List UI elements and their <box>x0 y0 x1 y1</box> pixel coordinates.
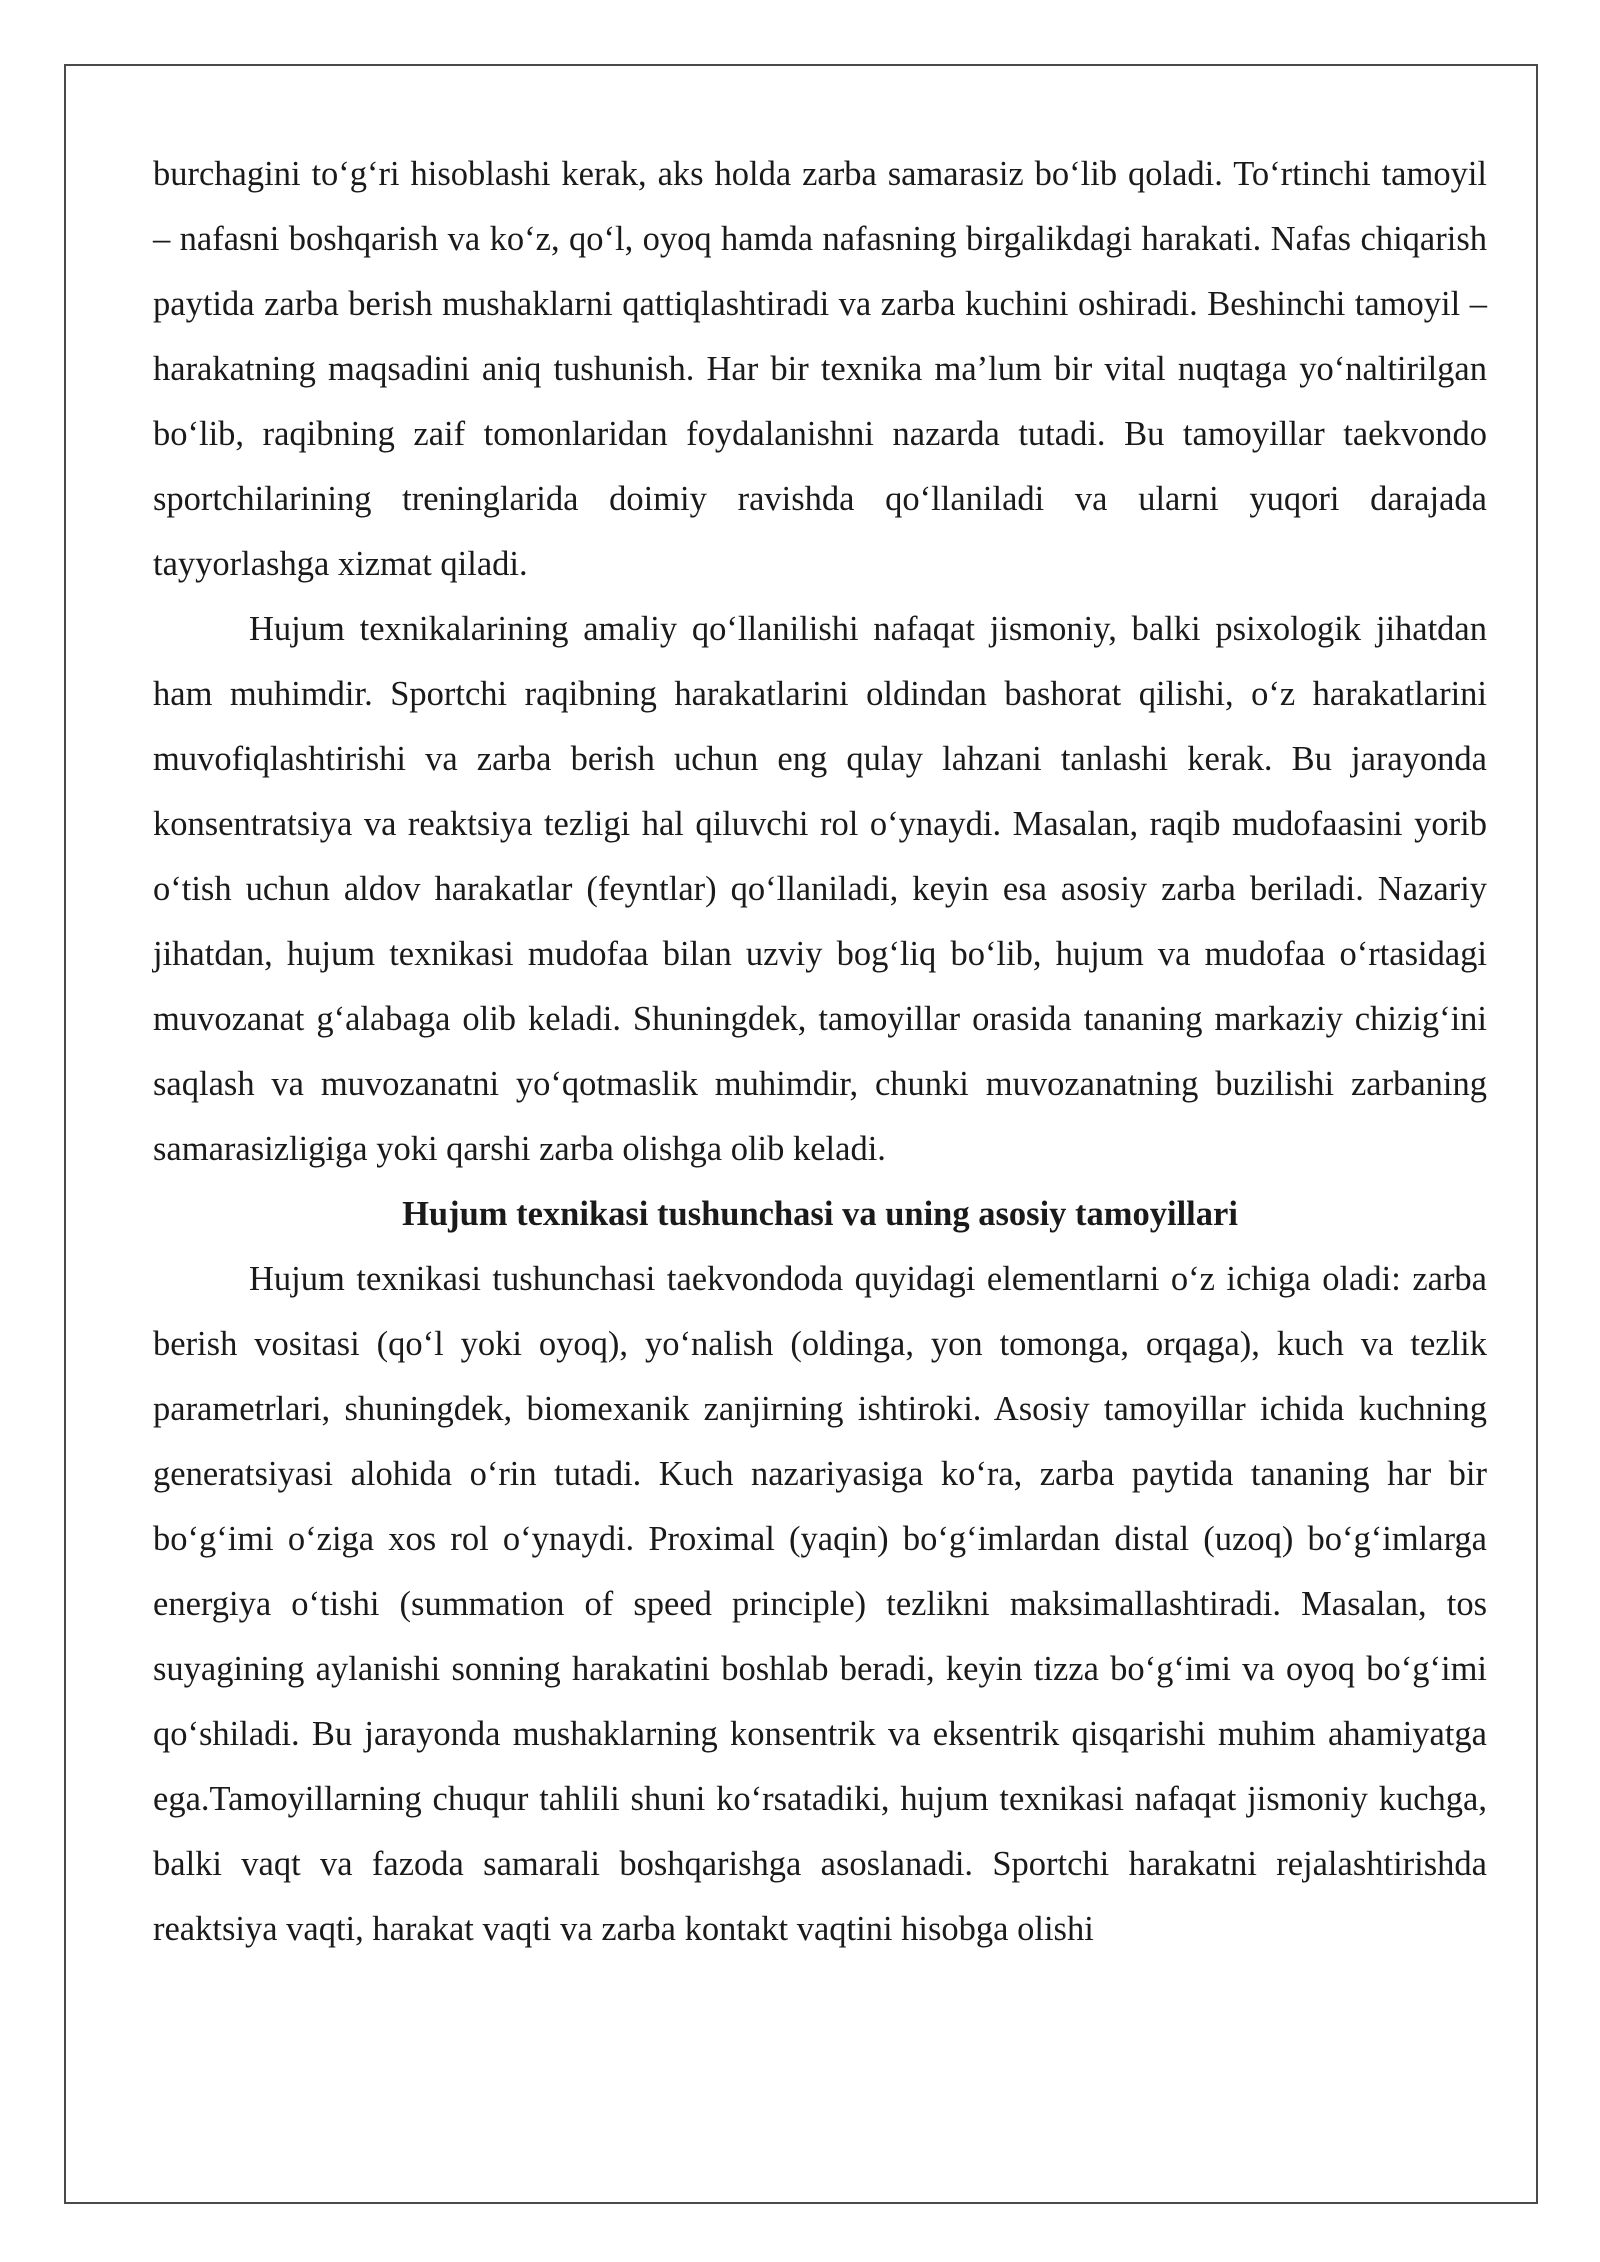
paragraph-continuation: burchagini to‘g‘ri hisoblashi kerak, aks holda zarba samarasiz bo‘lib qoladi. To‘rtinchi tamoyil – nafasni boshqarish va ko‘z, qo‘l, oyoq hamda nafasning birgalikdagi harakati. Nafas chiqarish paytida zarba berish mushaklarni qattiqlashtiradi va zarba kuchini oshiradi. Beshinchi tamoyil – harakatning maqsadini aniq tushunish. Har bir texnika ma’lum bir vital nuqtaga yo‘naltirilgan bo‘lib, raqibning zaif tomonlaridan foydalanishni nazarda tutadi. Bu tamoyillar taekvondo sportchilarining treninglarida doimiy ravishda qo‘llaniladi va ularni yuqori darajada tayyorlashga xizmat qiladi. <box>153 155 1487 583</box>
paragraph-concept: Hujum texnikasi tushunchasi taekvondoda quyidagi elementlarni o‘z ichiga oladi: zarba berish vositasi (qo‘l yoki oyoq), yo‘nalish (oldinga, yon tomonga, orqaga), kuch va tezlik parametrlari, shuningdek, biomexanik zanjirning ishtiroki. Asosiy tamoyillar ichida kuchning generatsiyasi alohida o‘rin tutadi. Kuch nazariyasiga ko‘ra, zarba paytida tananing har bir bo‘g‘imi o‘ziga xos rol o‘ynaydi. Proximal (yaqin) bo‘g‘imlardan distal (uzoq) bo‘g‘imlarga energiya o‘tishi (summation of speed principle) tezlikni maksimallashtiradi. Masalan, tos suyagining aylanishi sonning harakatini boshlab beradi, keyin tizza bo‘g‘imi va oyoq bo‘g‘imi qo‘shiladi. Bu jarayonda mushaklarning konsentrik va eksentrik qisqarishi muhim ahamiyatga ega.Tamoyillarning chuqur tahlili shuni ko‘rsatadiki, hujum texnikasi nafaqat jismoniy kuchga, balki vaqt va fazoda samarali boshqarishga asoslanadi. Sportchi harakatni rejalashtirishda reaktsiya vaqti, harakat vaqti va zarba kontakt vaqtini hisobga olishi <box>153 1260 1487 1948</box>
paragraph-practical-application: Hujum texnikalarining amaliy qo‘llanilishi nafaqat jismoniy, balki psixologik jihatdan ham muhimdir. Sportchi raqibning harakatlarini oldindan bashorat qilishi, o‘z harakatlarini muvofiqlashtirishi va zarba berish uchun eng qulay lahzani tanlashi kerak. Bu jarayonda konsentratsiya va reaktsiya tezligi hal qiluvchi rol o‘ynaydi. Masalan, raqib mudofaasini yorib o‘tish uchun aldov harakatlar (feyntlar) qo‘llaniladi, keyin esa asosiy zarba beriladi. Nazariy jihatdan, hujum texnikasi mudofaa bilan uzviy bog‘liq bo‘lib, hujum va mudofaa o‘rtasidagi muvozanat g‘alabaga olib keladi. Shuningdek, tamoyillar orasida tananing markaziy chizig‘ini saqlash va muvozanatni yo‘qotmaslik muhimdir, chunki muvozanatning buzilishi zarbaning samarasizligiga yoki qarshi zarba olishga olib keladi. <box>153 610 1487 1168</box>
document-body <box>153 142 1487 1962</box>
section-heading: Hujum texnikasi tushunchasi va uning asosiy tamoyillari <box>402 1195 1238 1233</box>
